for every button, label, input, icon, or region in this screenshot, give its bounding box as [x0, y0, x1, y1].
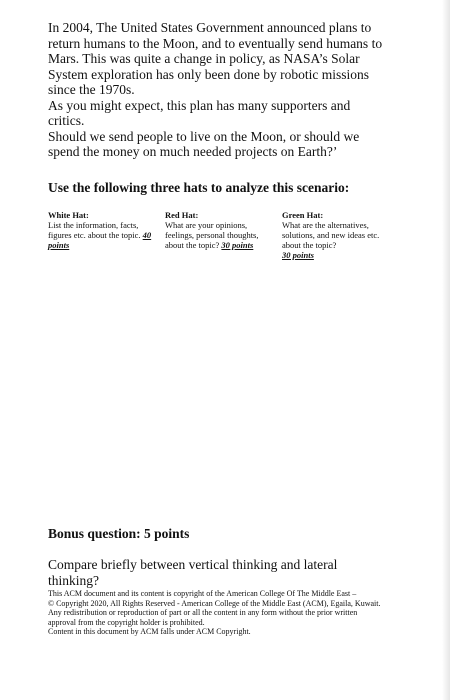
red-hat-points: 30 points: [221, 240, 254, 250]
white-hat-column: [48, 210, 154, 260]
footer-line-2: © Copyright 2020, All Rights Reserved - American College of the Middle East (ACM), Egaila, Kuwait.: [48, 598, 381, 608]
footer-line-4: Content in this document by ACM falls under ACM Copyright.: [48, 627, 251, 636]
red-hat-text: What are your opinions, feelings, personal thoughts, about the topic?: [165, 220, 259, 250]
green-hat-title: Green Hat:: [282, 210, 324, 220]
footer-line-3: Any redistribution or reproduction of part or all the content in any form without the prior written approval from the copyright holder is prohibited.: [48, 608, 358, 627]
white-hat-points: 40 points: [48, 230, 152, 250]
copyright-footer: [48, 589, 383, 637]
red-hat-title: Red Hat:: [165, 210, 199, 220]
page-edge-shadow: [442, 0, 450, 700]
white-hat-title: White Hat:: [48, 210, 89, 220]
hats-table: [48, 210, 388, 260]
intro-section: [48, 20, 388, 160]
white-hat-text: List the information, facts, figures etc. about the topic.: [48, 220, 141, 240]
intro-paragraph-3: Should we send people to live on the Moon, or should we spend the money on much needed projects on Earth?’: [48, 128, 360, 159]
hats-heading: Use the following three hats to analyze this scenario:: [48, 180, 350, 195]
intro-paragraph-1: In 2004, The United States Government announced plans to return humans to the Moon, and to eventually send humans to Mars. This was quite a change in policy, as NASA’s Solar System exploration has only been done by robotic missions since the 1970s.: [48, 20, 383, 97]
bonus-question: Compare briefly between vertical thinking and lateral thinking?: [48, 557, 338, 588]
bonus-heading: Bonus question: 5 points: [48, 526, 190, 541]
green-hat-column: [282, 210, 388, 260]
intro-paragraph-2: As you might expect, this plan has many supporters and critics.: [48, 97, 351, 128]
green-hat-text: What are the alternatives, solutions, and new ideas etc. about the topic?: [282, 220, 380, 250]
green-hat-points: 30 points: [282, 250, 314, 260]
red-hat-column: [165, 210, 271, 260]
footer-line-1: This ACM document and its content is copyright of the American College Of The Middle East –: [48, 589, 357, 598]
